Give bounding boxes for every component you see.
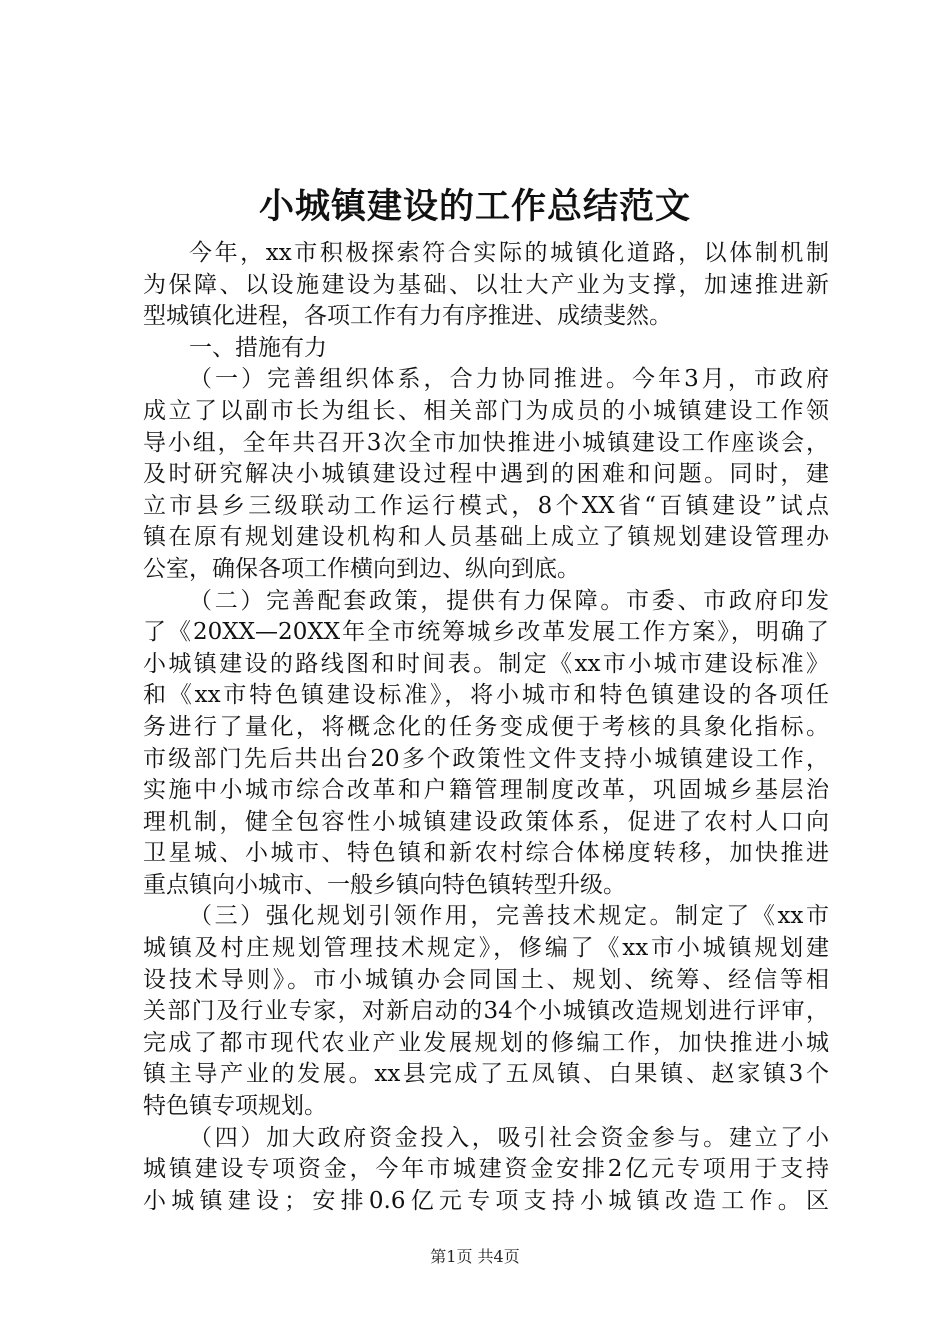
text-line: 市级部门先后共出台20多个政策性文件支持小城镇建设工作，: [143, 745, 829, 772]
text-line: 镇在原有规划建设机构和人员基础上成立了镇规划建设管理办: [143, 524, 829, 551]
text-line: 设技术导则》。市小城镇办会同国土、规划、统筹、经信等相: [143, 966, 829, 993]
document-title: 小城镇建设的工作总结范文: [258, 186, 691, 227]
text-line: 小城镇建设；安排0.6亿元专项支持小城镇改造工作。区: [143, 1187, 829, 1214]
text-line: 实施中小城市综合改革和户籍管理制度改革，巩固城乡基层治: [143, 777, 829, 804]
text-line: 一、措施有力: [189, 334, 327, 361]
text-line: （四）加大政府资金投入，吸引社会资金参与。建立了小: [189, 1124, 829, 1151]
text-line: 城镇建设专项资金，今年市城建资金安排2亿元专项用于支持: [143, 1156, 829, 1183]
text-line: 理机制，健全包容性小城镇建设政策体系，促进了农村人口向: [143, 808, 829, 835]
text-line: 导小组，全年共召开3次全市加快推进小城镇建设工作座谈会，: [143, 429, 829, 456]
text-line: 小城镇建设的路线图和时间表。制定《xx市小城市建设标准》: [143, 650, 829, 677]
document-body: [143, 238, 829, 1217]
text-line: 特色镇专项规划。: [143, 1093, 327, 1120]
text-line: 卫星城、小城市、特色镇和新农村综合体梯度转移，加快推进: [143, 840, 829, 867]
text-line: 公室，确保各项工作横向到边、纵向到底。: [143, 555, 580, 582]
text-line: 和《xx市特色镇建设标准》，将小城市和特色镇建设的各项任: [143, 682, 829, 709]
text-line: 今年，xx市积极探索符合实际的城镇化道路，以体制机制: [189, 240, 829, 266]
text-line: 关部门及行业专家，对新启动的34个小城镇改造规划进行评审，: [143, 998, 829, 1025]
text-line: 城镇及村庄规划管理技术规定》，修编了《xx市小城镇规划建: [143, 935, 829, 962]
page-footer: 第1页 共4页: [430, 1247, 520, 1266]
text-line: 成立了以副市长为组长、相关部门为成员的小城镇建设工作领: [143, 397, 829, 424]
text-line: （二）完善配套政策，提供有力保障。市委、市政府印发: [189, 587, 829, 614]
text-line: （一）完善组织体系，合力协同推进。今年3月，市政府: [189, 366, 829, 393]
text-line: 务进行了量化，将概念化的任务变成便于考核的具象化指标。: [143, 713, 829, 740]
text-line: 镇主导产业的发展。xx县完成了五凤镇、白果镇、赵家镇3个: [143, 1061, 829, 1088]
text-line: 型城镇化进程，各项工作有力有序推进、成绩斐然。: [143, 303, 672, 330]
text-line: 及时研究解决小城镇建设过程中遇到的困难和问题。同时，建: [143, 461, 829, 488]
text-line: 了《20XX—20XX年全市统筹城乡改革发展工作方案》，明确了: [143, 619, 829, 646]
text-line: （三）强化规划引领作用，完善技术规定。制定了《xx市: [189, 903, 829, 930]
text-line: 立市县乡三级联动工作运行模式，8个XX省“百镇建设”试点: [143, 492, 829, 519]
text-line: 完成了都市现代农业产业发展规划的修编工作，加快推进小城: [143, 1029, 829, 1056]
text-line: 重点镇向小城市、一般乡镇向特色镇转型升级。: [143, 871, 626, 898]
text-line: 为保障、以设施建设为基础、以壮大产业为支撑，加速推进新: [143, 271, 829, 298]
